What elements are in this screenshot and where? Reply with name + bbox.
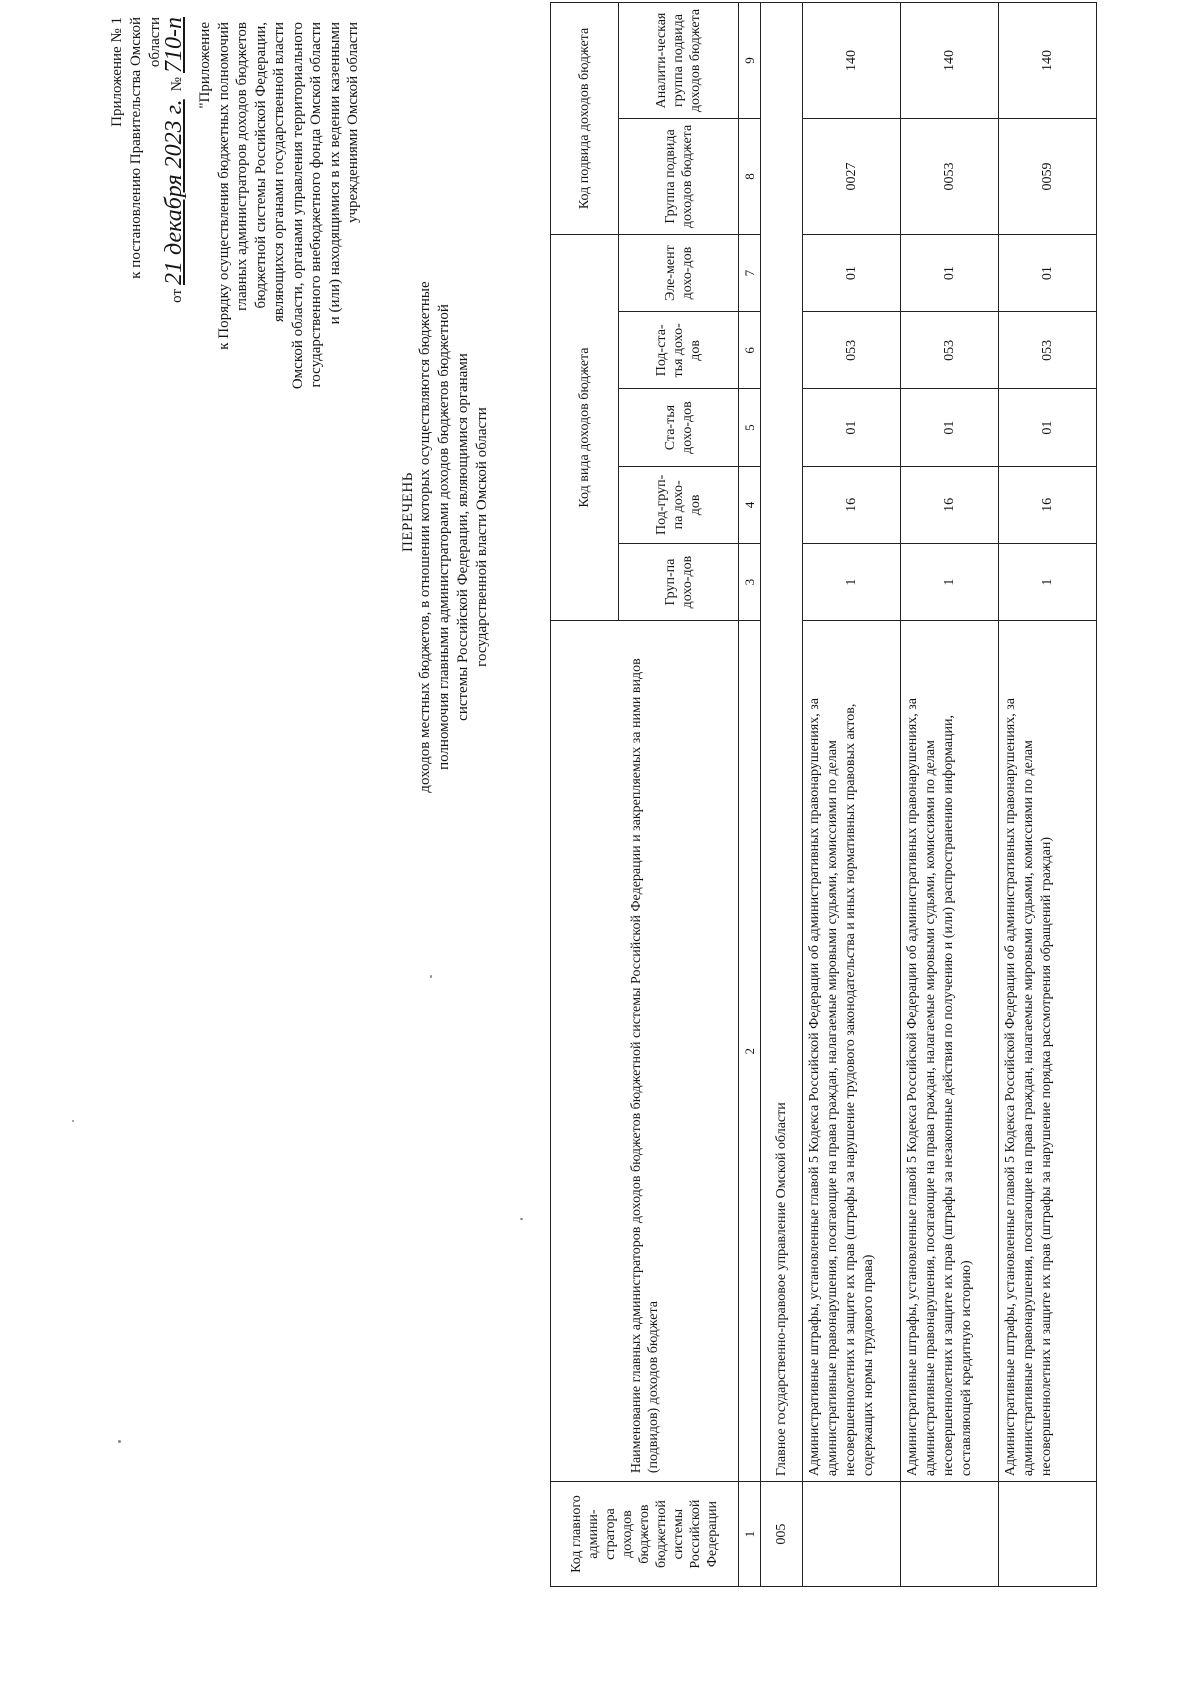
revenue-name: Административные штрафы, установленные главой 5 Кодекса Российской Федерации об административных правонарушениях, за административные правонарушения, посягающие на права граждан, налагаемые мировыми судьями, комиссиями по делам несовершеннолетних и защите их прав (штрафы за незаконные действия по получению и (или) распространению информации, составляющей кредитную историю) [901,621,999,1482]
section-row [761,3,803,1587]
element-cell: 01 [901,234,999,311]
order-line: являющихся органами государственной власти [271,22,287,323]
element-cell: 01 [999,234,1097,311]
scan-speck [118,1440,121,1443]
header-name: Наименование главных администраторов доходов бюджетов бюджетной системы Российской Федерации и закрепляемых за ними видов (подвидов) доходов бюджета [551,621,739,1482]
appendix-date-row [161,17,187,303]
subarticle-cell: 053 [803,312,901,389]
subtitle-line: государственной власти Омской области [474,407,490,667]
header-row-top [551,3,619,1587]
order-line: к Порядку осуществления бюджетных полномочий [215,22,232,350]
order-reference [196,22,363,422]
header-subtype-group: Группа подвида доходов бюджета [619,119,739,235]
subarticle-cell: 053 [999,312,1097,389]
scan-speck [430,975,432,978]
appendix-title: Приложение № 1 [109,17,125,127]
revenue-name: Административные штрафы, установленные главой 5 Кодекса Российской Федерации об административных правонарушениях, за административные правонарушения, посягающие на права граждан, налагаемые мировыми судьями, комиссиями по делам несовершеннолетних и защите их прав (штрафы за нарушение трудового законодательства и иных нормативных правовых актов, содержащих нормы трудового права) [803,621,901,1482]
column-number: 6 [739,312,761,389]
document-subtitle [416,257,492,817]
section-code: 005 [761,1482,803,1587]
admin-code-cell [803,1482,901,1587]
column-number: 1 [739,1482,761,1587]
order-line: "Приложение [197,22,213,109]
article-cell: 01 [803,389,901,466]
order-line: Омской области, органами управления территориального [289,22,306,390]
column-number: 7 [739,234,761,311]
column-number: 5 [739,389,761,466]
appendix-block [108,17,187,303]
section-name: Главное государственно-правовое управление Омской области [761,3,803,1482]
revenue-table [550,2,1097,1587]
header-subarticle: Под-ста-тья дохо-дов [619,312,739,389]
subgroup-cell: 16 [803,466,901,543]
group-cell: 1 [803,543,901,620]
analytic-group-cell: 140 [803,3,901,119]
scan-speck [72,1120,74,1122]
appendix-resolution: к постановлению Правительства Омской области [128,17,163,279]
appendix-number-label: № [169,77,185,92]
scan-speck [520,1218,523,1220]
appendix-from-label: от [169,288,185,303]
subtitle-line: доходов местных бюджетов, в отношении которых осуществляются бюджетные [417,281,433,793]
header-subtype-code: Код подвида доходов бюджета [551,3,619,235]
order-line: государственного внебюджетного фонда Омской области [308,22,324,388]
revenue-name: Административные штрафы, установленные главой 5 Кодекса Российской Федерации об административных правонарушениях, за административные правонарушения, посягающие на права граждан, налагаемые мировыми судьями, комиссиями по делам несовершеннолетних и защите их прав (штрафы за нарушение порядка рассмотрения обращений граждан) [999,621,1097,1482]
header-analytic-group: Аналити-ческая группа подвида доходов бюджета [619,3,739,119]
subtype-group-cell: 0027 [803,119,901,235]
order-line: и (или) находящимися в их ведении казенными [326,22,343,325]
subtype-group-cell: 0053 [901,119,999,235]
order-line: бюджетной системы Российской Федерации, [252,22,269,309]
admin-code-cell [999,1482,1097,1587]
subgroup-cell: 16 [999,466,1097,543]
column-number: 9 [739,3,761,119]
header-article: Ста-тья дохо-дов [619,389,739,466]
column-number: 2 [739,621,761,1482]
admin-code-cell [901,1482,999,1587]
article-cell: 01 [901,389,999,466]
appendix-number: 710-п [161,17,187,73]
analytic-group-cell: 140 [999,3,1097,119]
article-cell: 01 [999,389,1097,466]
subtype-group-cell: 0059 [999,119,1097,235]
group-cell: 1 [901,543,999,620]
header-admin-code: Код главного админи-стратора доходов бюджетов бюджетной системы Российской Федерации [551,1482,739,1587]
subtitle-line: системы Российской Федерации, являющимися органами [455,353,471,721]
table-row [901,3,999,1587]
element-cell: 01 [803,234,901,311]
group-cell: 1 [999,543,1097,620]
analytic-group-cell: 140 [901,3,999,119]
table-row [999,3,1097,1587]
order-line: главных администраторов доходов бюджетов [234,22,250,311]
column-number: 4 [739,466,761,543]
subtitle-line: полномочия главными администраторами доходов бюджетов бюджетной [436,304,452,770]
subarticle-cell: 053 [901,312,999,389]
appendix-date: 21 декабря 2023 г. [161,99,187,285]
subgroup-cell: 16 [901,466,999,543]
header-subgroup: Под-груп-па дохо-дов [619,466,739,543]
order-line: учреждениями Омской области [345,22,361,224]
header-type-code: Код вида доходов бюджета [551,234,619,620]
header-group: Груп-па дохо-дов [619,543,739,620]
document-title: ПЕРЕЧЕНЬ [400,472,416,552]
column-number: 8 [739,119,761,235]
header-element: Эле-мент дохо-дов [619,234,739,311]
table-row [803,3,901,1587]
column-number: 3 [739,543,761,620]
column-number-row [739,3,761,1587]
